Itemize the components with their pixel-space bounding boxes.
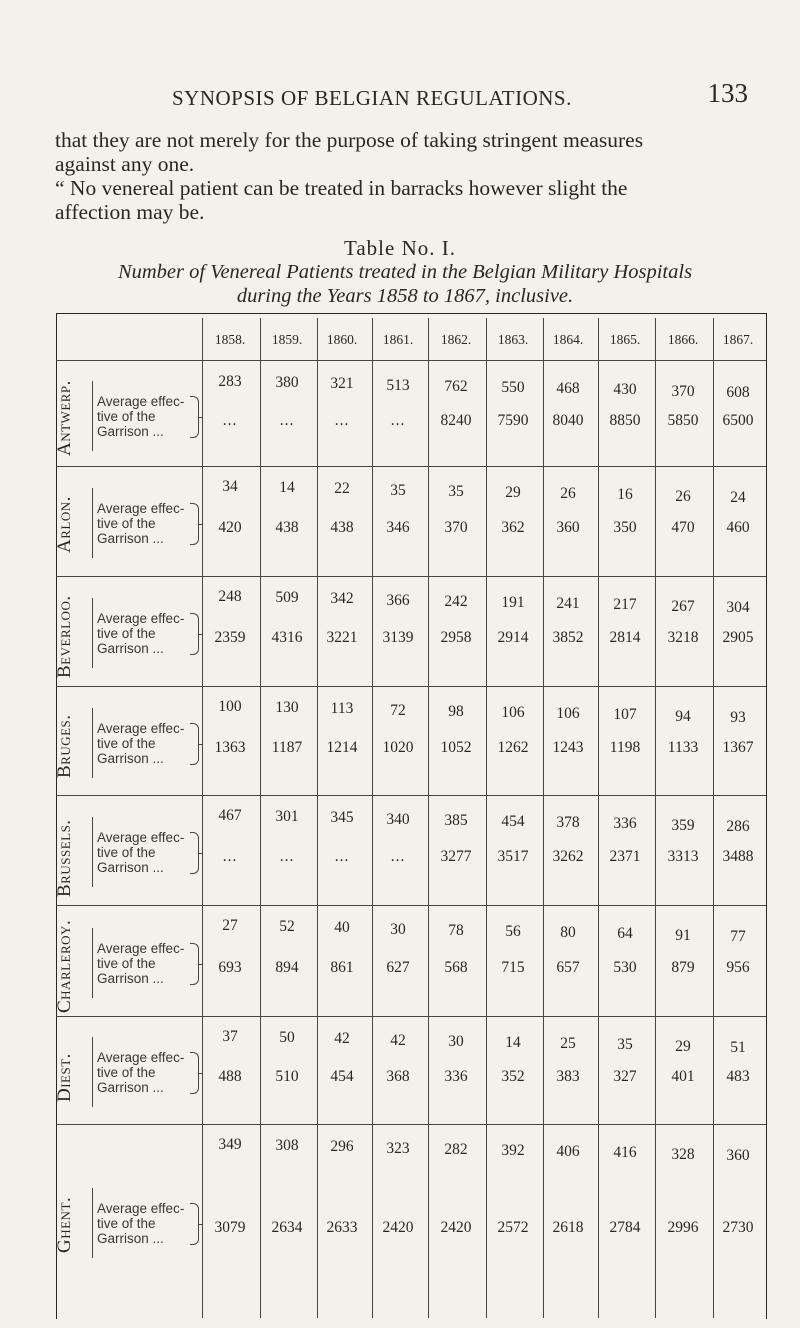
- brace: [190, 1052, 199, 1094]
- label-bar: [92, 488, 93, 558]
- effective-count: 2905: [722, 629, 754, 646]
- patients-count: 468: [556, 380, 580, 398]
- patients-count: 14: [279, 479, 295, 497]
- row-label-line: tive of the: [97, 735, 156, 751]
- year-header: 1862.: [440, 332, 472, 347]
- patients-count: 29: [675, 1037, 691, 1055]
- effective-count: 454: [330, 1068, 354, 1085]
- label-bar: [92, 1037, 93, 1107]
- running-head: [0, 78, 800, 116]
- garrison-name: [54, 819, 78, 916]
- patients-count: 762: [444, 377, 468, 395]
- patients-count: 454: [501, 813, 525, 830]
- effective-count: 1214: [326, 738, 358, 756]
- row-label: [97, 830, 184, 875]
- brace: [190, 396, 199, 438]
- garrison-name-text: Charleroy.: [54, 919, 75, 1013]
- patients-count: 304: [726, 598, 750, 616]
- row-label-line: Average effec-: [97, 501, 185, 516]
- brace: [190, 832, 199, 874]
- patients-count: 308: [275, 1137, 299, 1155]
- row-label: [97, 501, 184, 546]
- patients-count: 328: [671, 1145, 695, 1163]
- effective-count: 2359: [214, 629, 246, 646]
- row-label-line: tive of the: [97, 516, 156, 531]
- row-label-line: Garrison ...: [97, 423, 164, 439]
- patients-count: 406: [556, 1143, 580, 1161]
- patients-count: 29: [505, 484, 521, 501]
- patients-count: 42: [334, 1030, 350, 1048]
- effective-count: 1020: [382, 738, 414, 756]
- effective-count: ...: [222, 411, 238, 429]
- effective-count: 3079: [214, 1219, 246, 1236]
- row-label-line: tive of the: [97, 408, 156, 424]
- patients-count: 107: [613, 706, 637, 724]
- brace: [190, 723, 199, 765]
- row-label: [97, 1201, 184, 1246]
- effective-count: 350: [613, 519, 637, 536]
- year-header: 1860.: [326, 332, 358, 347]
- brace: [190, 943, 199, 985]
- row-rule: [56, 1016, 766, 1017]
- patients-count: 106: [556, 705, 580, 723]
- row-rule: [56, 360, 766, 361]
- effective-count: 336: [444, 1068, 468, 1085]
- effective-count: 657: [556, 958, 580, 976]
- effective-count: 715: [501, 958, 525, 976]
- effective-count: 2814: [609, 629, 641, 646]
- effective-count: 5850: [667, 411, 699, 429]
- effective-count: 879: [671, 958, 695, 976]
- table-label: Table No. I.: [344, 236, 456, 260]
- patients-count: 282: [444, 1140, 468, 1158]
- year-header: 1864.: [552, 332, 584, 347]
- effective-count: 2420: [440, 1219, 472, 1236]
- intro-line: against any one.: [55, 152, 195, 176]
- patients-count: 430: [613, 381, 637, 399]
- caption-line: during the Years 1858 to 1867, inclusive.: [236, 285, 574, 307]
- patients-count: 360: [726, 1146, 750, 1164]
- effective-count: 383: [556, 1068, 580, 1085]
- effective-count: 2633: [326, 1219, 358, 1236]
- patients-count: 100: [218, 698, 242, 715]
- effective-count: ...: [334, 848, 350, 865]
- patients-count: 359: [671, 816, 695, 834]
- patients-count: 14: [505, 1034, 521, 1051]
- patients-count: 35: [448, 482, 464, 500]
- effective-count: 956: [726, 958, 750, 976]
- effective-count: 1187: [271, 738, 303, 756]
- effective-count: 3277: [440, 848, 472, 865]
- garrison-name: [54, 496, 78, 587]
- patients-count: 94: [675, 707, 691, 725]
- row-label: [97, 1050, 184, 1095]
- effective-count: 1367: [722, 738, 754, 756]
- patients-count: 217: [613, 596, 637, 614]
- patients-count: 52: [279, 918, 295, 936]
- effective-count: 2572: [497, 1219, 529, 1236]
- effective-count: 3488: [722, 848, 754, 865]
- row-label-line: Garrison ...: [97, 1080, 164, 1095]
- year-header: 1867.: [722, 332, 754, 347]
- effective-count: 1198: [609, 738, 641, 756]
- patients-count: 64: [617, 925, 633, 943]
- brace: [190, 613, 199, 655]
- row-rule: [56, 1124, 766, 1125]
- effective-count: 368: [386, 1068, 410, 1085]
- patients-count: 35: [617, 1036, 633, 1054]
- intro-paragraph: [55, 128, 755, 224]
- effective-count: 8850: [609, 411, 641, 429]
- effective-count: 3517: [497, 848, 529, 865]
- row-rule: [56, 576, 766, 577]
- effective-count: ...: [334, 411, 350, 429]
- effective-count: 2958: [440, 629, 472, 646]
- patients-count: 349: [218, 1136, 242, 1153]
- effective-count: 4316: [271, 629, 303, 646]
- row-label-line: Average effec-: [97, 1050, 185, 1065]
- patients-count: 242: [444, 592, 468, 610]
- patients-count: 130: [275, 699, 299, 717]
- patients-count: 93: [730, 708, 746, 726]
- effective-count: 470: [671, 519, 695, 536]
- patients-count: 30: [448, 1032, 464, 1050]
- patients-count: 248: [218, 588, 242, 605]
- row-label-line: Garrison ...: [97, 531, 164, 546]
- effective-count: 483: [726, 1068, 750, 1085]
- label-bar: [92, 381, 93, 451]
- effective-count: 2784: [609, 1219, 641, 1236]
- caption-line: Number of Venereal Patients treated in the Belgian Military Hospitals: [117, 261, 693, 283]
- patients-count: 380: [275, 374, 299, 392]
- garrison-name: [54, 919, 78, 1027]
- intro-line: “ No venereal patient can be treated in barracks however slight the: [55, 176, 628, 200]
- effective-count: ...: [279, 848, 295, 865]
- effective-count: ...: [279, 411, 295, 429]
- effective-count: 370: [444, 519, 468, 536]
- garrison-name-text: Diest.: [54, 1053, 75, 1102]
- row-label-line: tive of the: [97, 1065, 156, 1080]
- row-label-line: Garrison ...: [97, 750, 164, 766]
- effective-count: 530: [613, 958, 637, 976]
- effective-count: 1243: [552, 738, 584, 756]
- patients-count: 50: [279, 1029, 295, 1047]
- garrison-name: [54, 1053, 78, 1136]
- patients-count: 113: [330, 700, 354, 718]
- row-label-line: Garrison ...: [97, 860, 164, 875]
- effective-count: 401: [671, 1068, 695, 1085]
- effective-count: 362: [501, 519, 525, 536]
- effective-count: 3262: [552, 848, 584, 865]
- effective-count: 2618: [552, 1219, 584, 1236]
- patients-count: 416: [613, 1144, 637, 1162]
- effective-count: 3313: [667, 848, 699, 865]
- effective-count: 2634: [271, 1219, 303, 1236]
- effective-count: 2371: [609, 848, 641, 865]
- row-label-line: Average effec-: [97, 393, 185, 409]
- row-rule: [56, 905, 766, 906]
- effective-count: 510: [275, 1068, 299, 1085]
- label-bar: [92, 928, 93, 998]
- brace: [190, 1203, 199, 1245]
- effective-count: 1262: [497, 738, 529, 756]
- intro-line: that they are not merely for the purpose of taking stringent measures: [55, 128, 644, 152]
- effective-count: 568: [444, 958, 468, 976]
- patients-count: 513: [386, 376, 410, 394]
- patients-count: 40: [334, 919, 350, 937]
- row-rule: [56, 795, 766, 796]
- patients-count: 509: [275, 589, 299, 607]
- effective-count: 2420: [382, 1219, 414, 1236]
- patients-count: 26: [675, 487, 691, 505]
- row-label: [97, 941, 184, 986]
- row-label-line: Garrison ...: [97, 970, 164, 986]
- patients-count: 345: [330, 809, 354, 827]
- patients-count: 24: [730, 488, 746, 506]
- effective-count: 1133: [667, 738, 699, 756]
- row-label-line: Average effec-: [97, 940, 185, 956]
- year-header: 1858.: [214, 332, 246, 347]
- effective-count: 7590: [497, 411, 529, 429]
- effective-count: 346: [386, 519, 410, 536]
- year-header: 1863.: [497, 332, 529, 347]
- garrison-name-text: Ghent.: [54, 1196, 75, 1253]
- patients-count: 321: [330, 375, 354, 393]
- row-label-line: Garrison ...: [97, 1231, 164, 1246]
- patients-count: 26: [560, 485, 576, 503]
- effective-count: 360: [556, 519, 580, 536]
- patients-count: 378: [556, 814, 580, 832]
- patients-count: 77: [730, 927, 746, 945]
- effective-count: 894: [275, 958, 299, 976]
- year-header: 1859.: [271, 332, 303, 347]
- patients-count: 370: [671, 382, 695, 400]
- row-label-line: Average effec-: [97, 830, 185, 845]
- label-bar: [92, 708, 93, 778]
- garrison-name-text: Arlon.: [54, 496, 75, 553]
- brace: [190, 503, 199, 545]
- patients-count: 42: [390, 1031, 406, 1049]
- row-label-line: Average effec-: [97, 720, 185, 736]
- patients-count: 283: [218, 373, 242, 390]
- row-rule: [56, 686, 766, 687]
- effective-count: 460: [726, 519, 750, 536]
- garrison-name-text: Beverloo.: [54, 595, 75, 678]
- table-caption: [55, 260, 755, 308]
- patients-count: 98: [448, 702, 464, 720]
- effective-count: 693: [218, 958, 242, 976]
- patients-count: 72: [390, 701, 406, 719]
- effective-count: 6500: [722, 411, 754, 429]
- row-label-line: tive of the: [97, 1216, 156, 1231]
- row-label-line: tive of the: [97, 626, 156, 641]
- effective-count: 2730: [722, 1219, 754, 1236]
- label-bar: [92, 598, 93, 668]
- patients-count: 34: [222, 478, 238, 495]
- row-label: [97, 611, 184, 656]
- row-label: [97, 394, 184, 439]
- patients-count: 37: [222, 1028, 238, 1045]
- patients-count: 30: [390, 920, 406, 938]
- row-rule: [56, 466, 766, 467]
- patients-count: 267: [671, 597, 695, 615]
- effective-count: 327: [613, 1068, 637, 1085]
- patients-count: 91: [675, 926, 691, 944]
- effective-count: 3221: [326, 629, 358, 646]
- effective-count: 438: [275, 519, 299, 536]
- effective-count: 8040: [552, 411, 584, 429]
- label-bar: [92, 1188, 93, 1258]
- patients-count: 301: [275, 808, 299, 826]
- garrison-name-text: Brussels.: [54, 819, 75, 897]
- effective-count: 2996: [667, 1219, 699, 1236]
- effective-count: 8240: [440, 411, 472, 429]
- effective-count: 627: [386, 958, 410, 976]
- patients-count: 342: [330, 590, 354, 608]
- effective-count: 861: [330, 958, 354, 976]
- patients-count: 336: [613, 815, 637, 833]
- patients-count: 608: [726, 383, 750, 401]
- intro-line: affection may be.: [55, 200, 205, 224]
- effective-count: ...: [222, 848, 238, 865]
- garrison-name: [54, 713, 78, 807]
- patients-count: 80: [560, 924, 576, 942]
- garrison-name: [54, 379, 78, 480]
- patients-count: 56: [505, 923, 521, 940]
- garrison-name-text: Bruges.: [54, 713, 75, 778]
- row-label-line: tive of the: [97, 955, 156, 971]
- patients-count: 323: [386, 1139, 410, 1157]
- patients-count: 191: [501, 594, 525, 611]
- patients-count: 392: [501, 1142, 525, 1159]
- patients-count: 27: [222, 917, 238, 934]
- patients-count: 366: [386, 591, 410, 609]
- label-bar: [92, 817, 93, 887]
- effective-count: 420: [218, 519, 242, 536]
- effective-count: ...: [390, 848, 406, 865]
- garrison-name: [54, 595, 78, 697]
- patients-count: 467: [218, 807, 242, 824]
- running-title: SYNOPSIS OF BELGIAN REGULATIONS.: [172, 86, 572, 110]
- patients-count: 106: [501, 704, 525, 721]
- effective-count: 1052: [440, 738, 472, 756]
- patients-count: 550: [501, 379, 525, 396]
- patients-count: 241: [556, 595, 580, 613]
- effective-count: 2914: [497, 629, 529, 646]
- patients-count: 286: [726, 817, 750, 835]
- page-number: 133: [707, 78, 748, 108]
- effective-count: 3218: [667, 629, 699, 646]
- patients-count: 340: [386, 810, 410, 828]
- patients-count: 35: [390, 481, 406, 499]
- garrison-name: [54, 1196, 78, 1287]
- effective-count: 1363: [214, 738, 246, 756]
- patients-count: 51: [730, 1038, 746, 1056]
- year-header: 1861.: [382, 332, 414, 347]
- garrison-name-text: Antwerp.: [54, 379, 75, 456]
- effective-count: 438: [330, 519, 354, 536]
- row-label-line: tive of the: [97, 845, 156, 860]
- effective-count: 3139: [382, 629, 414, 646]
- row-label: [97, 721, 184, 766]
- effective-count: 488: [218, 1068, 242, 1085]
- patients-count: 16: [617, 486, 633, 504]
- year-header: 1866.: [667, 332, 699, 347]
- effective-count: 352: [501, 1068, 525, 1085]
- row-label-line: Garrison ...: [97, 641, 164, 656]
- patients-count: 22: [334, 480, 350, 498]
- patients-count: 78: [448, 921, 464, 939]
- patients-count: 385: [444, 811, 468, 829]
- patients-count: 296: [330, 1138, 354, 1156]
- row-label-line: Average effec-: [97, 1201, 185, 1216]
- effective-count: 3852: [552, 629, 584, 646]
- patients-count: 25: [560, 1035, 576, 1053]
- row-label-line: Average effec-: [97, 611, 185, 626]
- year-header: 1865.: [609, 332, 641, 347]
- effective-count: ...: [390, 411, 406, 429]
